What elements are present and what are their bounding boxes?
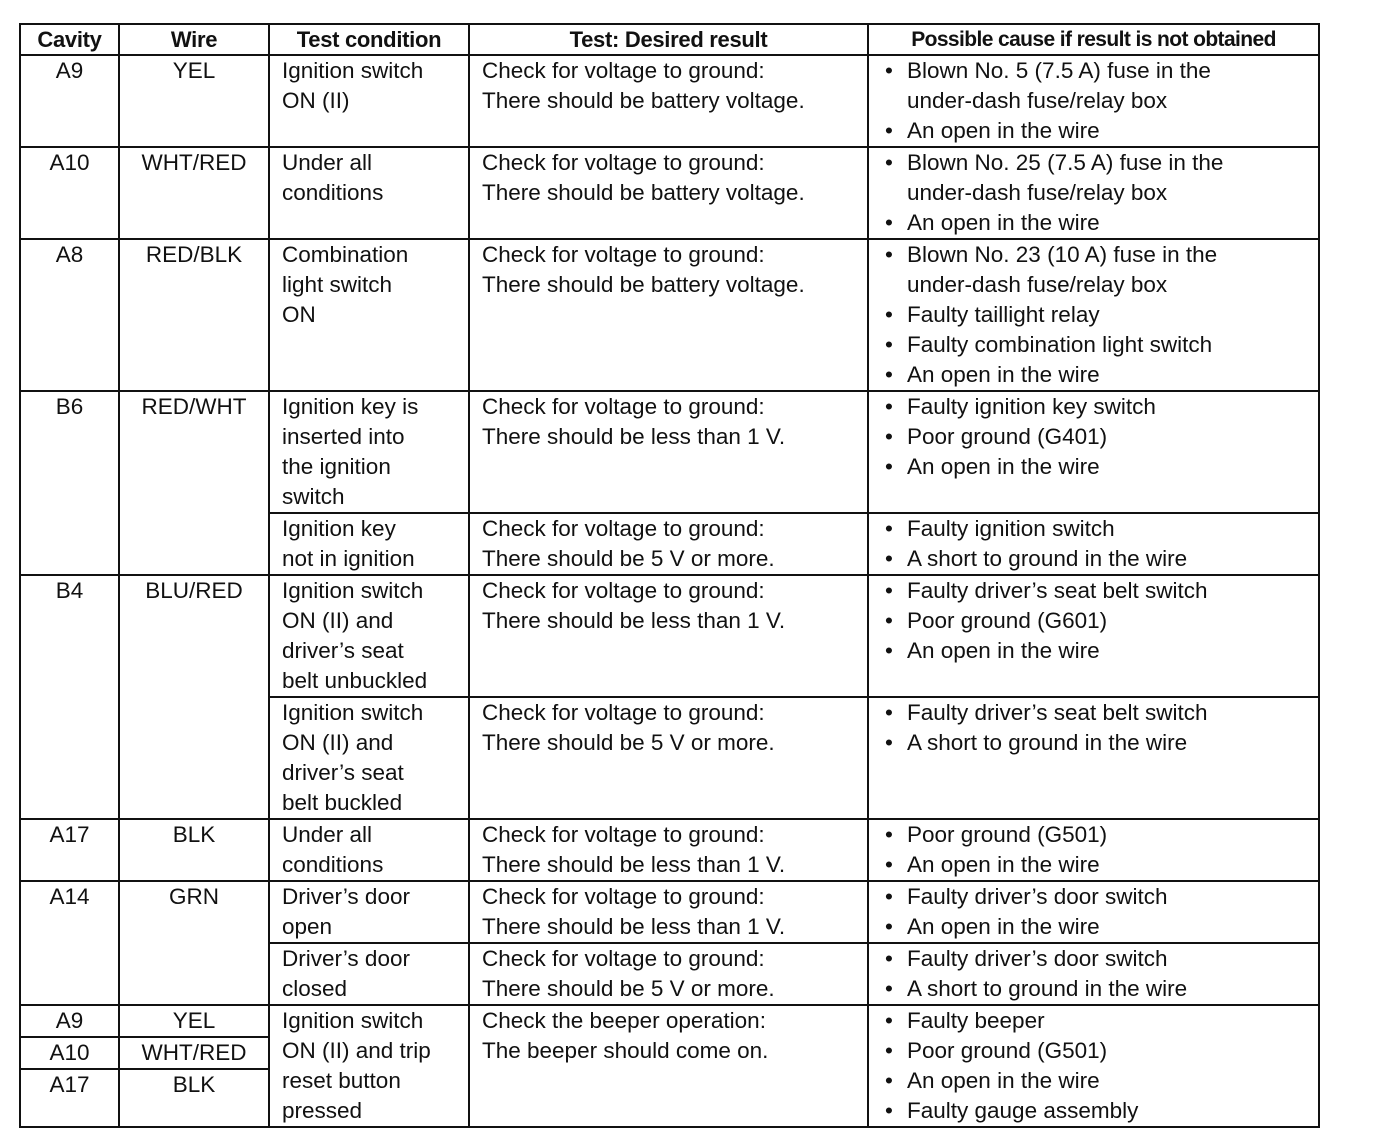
test-condition-line: driver’s seat [282,760,404,785]
test-condition-line: Ignition key [282,516,396,541]
desired-result-line: There should be less than 1 V. [482,914,786,939]
cause-item [883,912,1318,942]
possible-cause-cell [868,943,1319,1005]
cavity-value: A9 [55,58,84,83]
wire-value: YEL [172,1008,216,1033]
possible-cause-cell [868,391,1319,513]
header-cavity: Cavity [20,24,119,55]
cavity-cell [20,819,119,881]
cause-line: • Blown No. 25 (7.5 A) fuse in the [907,150,1224,175]
test-condition-line: ON (II) and trip [282,1038,431,1063]
wire-list [120,1006,268,1100]
test-condition-line: Ignition switch [282,1008,424,1033]
wire-value: WHT/RED [120,1036,268,1068]
wire-value: YEL [172,58,216,83]
possible-cause-cell [868,147,1319,239]
possible-cause-cell [868,239,1319,391]
cavity-value: A17 [21,1068,118,1100]
cause-line: • Faulty combination light switch [907,332,1213,357]
desired-result-line: Check the beeper operation: [482,1008,766,1033]
test-condition-line: ON (II) and [282,608,394,633]
test-condition-line: pressed [282,1098,363,1123]
test-condition-line: driver’s seat [282,638,404,663]
cause-item [883,544,1318,574]
cause-line: under-dash fuse/relay box [907,272,1168,297]
desired-result-line: There should be battery voltage. [482,88,805,113]
cause-line: • Poor ground (G501) [907,1038,1108,1063]
cause-item [883,606,1318,636]
desired-result-line: There should be less than 1 V. [482,608,786,633]
test-condition-line: Ignition switch [282,578,424,603]
cause-item [883,974,1318,1004]
desired-result-cell [469,55,868,147]
desired-result-cell [469,147,868,239]
desired-result-cell [469,881,868,943]
test-condition-line: Combination [282,242,409,267]
cause-item [883,820,1318,850]
cavity-cell [20,391,119,575]
test-condition-line: light switch [282,272,393,297]
desired-result-line: Check for voltage to ground: [482,58,765,83]
test-condition-line: inserted into [282,424,405,449]
desired-result-line: Check for voltage to ground: [482,700,765,725]
possible-cause-cell [868,697,1319,819]
test-condition-line: Driver’s door [282,946,410,971]
cause-line: • An open in the wire [907,638,1100,663]
test-condition-line: ON [282,302,316,327]
cavity-cell [20,575,119,819]
table-row [20,147,1319,239]
possible-cause-cell [868,55,1319,147]
cavity-value: A9 [55,1008,84,1033]
wire-cell [119,881,269,1005]
diagnostic-table [19,23,1320,1128]
desired-result-line: Check for voltage to ground: [482,150,765,175]
cause-item [883,300,1318,330]
cause-item [883,56,1318,116]
test-condition-cell [269,819,469,881]
test-condition-line: not in ignition [282,546,415,571]
desired-result-line: Check for voltage to ground: [482,242,765,267]
desired-result-line: There should be 5 V or more. [482,976,775,1001]
test-condition-line: Under all [282,150,373,175]
cavity-cell [20,881,119,1005]
test-condition-line: conditions [282,180,384,205]
cause-line: • Blown No. 23 (10 A) fuse in the [907,242,1218,267]
cavity-value: A10 [21,1036,118,1068]
desired-result-line: Check for voltage to ground: [482,394,765,419]
wire-value: BLK [120,1068,268,1100]
table-row [20,239,1319,391]
test-condition-cell [269,147,469,239]
cause-line: • A short to ground in the wire [907,546,1188,571]
cause-item [883,148,1318,208]
test-condition-line: Ignition switch [282,58,424,83]
cause-line: under-dash fuse/relay box [907,180,1168,205]
cause-line: • Faulty ignition key switch [907,394,1156,419]
desired-result-cell [469,391,868,513]
header-wire: Wire [119,24,269,55]
desired-result-line: There should be battery voltage. [482,180,805,205]
test-condition-cell [269,575,469,697]
test-condition-cell [269,1005,469,1127]
test-condition-cell [269,513,469,575]
cavity-value: B4 [55,578,84,603]
cause-line: • A short to ground in the wire [907,976,1188,1001]
cavity-cell [20,1005,119,1127]
desired-result-cell [469,697,868,819]
cause-line: • Faulty gauge assembly [907,1098,1139,1123]
desired-result-cell [469,943,868,1005]
cause-item [883,422,1318,452]
cause-item [883,330,1318,360]
test-condition-cell [269,55,469,147]
cause-line: • Poor ground (G401) [907,424,1108,449]
cause-item [883,452,1318,482]
test-condition-cell [269,697,469,819]
wire-cell [119,1005,269,1127]
test-condition-line: belt unbuckled [282,668,428,693]
possible-cause-cell [868,513,1319,575]
cause-line: • An open in the wire [907,210,1100,235]
cavity-value: A17 [49,822,90,847]
desired-result-line: The beeper should come on. [482,1038,769,1063]
test-condition-line: belt buckled [282,790,403,815]
cause-line: • Faulty driver’s door switch [907,946,1168,971]
test-condition-cell [269,391,469,513]
wire-value: RED/BLK [145,242,243,267]
table-row [20,1005,1319,1127]
cavity-value: A10 [49,150,90,175]
cause-item [883,882,1318,912]
test-condition-line: conditions [282,852,384,877]
wire-value: RED/WHT [141,394,247,419]
cavity-cell [20,55,119,147]
header-possible-cause: Possible cause if result is not obtained [868,24,1319,55]
wire-value: GRN [169,884,219,909]
cause-line: • An open in the wire [907,1068,1100,1093]
wire-cell [119,819,269,881]
wire-cell [119,147,269,239]
cause-item [883,360,1318,390]
possible-cause-cell [868,819,1319,881]
cause-line: • Faulty ignition switch [907,516,1115,541]
header-row [20,24,1319,55]
desired-result-line: Check for voltage to ground: [482,578,765,603]
cause-line: • Faulty driver’s seat belt switch [907,700,1208,725]
test-condition-line: Ignition switch [282,700,424,725]
cause-item [883,1006,1318,1036]
possible-cause-cell [868,881,1319,943]
desired-result-cell [469,575,868,697]
wire-cell [119,55,269,147]
cause-item [883,698,1318,728]
table-row [20,881,1319,943]
table-row [20,575,1319,697]
cause-item [883,850,1318,880]
wire-value: BLK [172,822,216,847]
table-body [20,55,1319,1127]
desired-result-cell [469,1005,868,1127]
test-condition-line: the ignition [282,454,391,479]
desired-result-line: Check for voltage to ground: [482,946,765,971]
test-condition-cell [269,881,469,943]
cause-item [883,514,1318,544]
cause-line: • An open in the wire [907,454,1100,479]
table-row [20,819,1319,881]
header-desired-result: Test: Desired result [469,24,868,55]
cause-line: • A short to ground in the wire [907,730,1188,755]
cause-item [883,208,1318,238]
cause-item [883,1066,1318,1096]
table-row [20,55,1319,147]
desired-result-line: There should be less than 1 V. [482,852,786,877]
cause-item [883,392,1318,422]
test-condition-line: ON (II) [282,88,350,113]
header-test-condition: Test condition [269,24,469,55]
cause-item [883,944,1318,974]
cause-line: • Faulty taillight relay [907,302,1100,327]
possible-cause-cell [868,1005,1319,1127]
test-condition-line: ON (II) and [282,730,394,755]
wire-cell [119,391,269,575]
cause-item [883,576,1318,606]
desired-result-cell [469,819,868,881]
cause-item [883,1036,1318,1066]
desired-result-line: Check for voltage to ground: [482,884,765,909]
desired-result-line: There should be 5 V or more. [482,546,775,571]
test-condition-line: Under all [282,822,373,847]
cavity-value: B6 [55,394,84,419]
cavity-list [21,1006,118,1100]
test-condition-line: Driver’s door [282,884,410,909]
cause-line: under-dash fuse/relay box [907,88,1168,113]
cause-item [883,240,1318,300]
cavity-cell [20,239,119,391]
desired-result-line: Check for voltage to ground: [482,822,765,847]
cavity-value: A14 [49,884,90,909]
test-condition-line: closed [282,976,348,1001]
possible-cause-cell [868,575,1319,697]
test-condition-cell [269,239,469,391]
test-condition-cell [269,943,469,1005]
wire-value: WHT/RED [141,150,247,175]
cavity-cell [20,147,119,239]
table-row [20,391,1319,513]
cause-line: • An open in the wire [907,362,1100,387]
wire-cell [119,239,269,391]
cause-line: • An open in the wire [907,852,1100,877]
wire-cell [119,575,269,819]
desired-result-line: There should be battery voltage. [482,272,805,297]
test-condition-line: reset button [282,1068,401,1093]
test-condition-line: Ignition key is [282,394,419,419]
cause-item [883,116,1318,146]
cause-line: • An open in the wire [907,914,1100,939]
desired-result-cell [469,513,868,575]
cause-line: • Poor ground (G501) [907,822,1108,847]
desired-result-line: There should be 5 V or more. [482,730,775,755]
cause-line: • Faulty beeper [907,1008,1045,1033]
cause-line: • Poor ground (G601) [907,608,1108,633]
wire-value: BLU/RED [145,578,243,603]
cause-line: • An open in the wire [907,118,1100,143]
cause-item [883,728,1318,758]
test-condition-line: open [282,914,333,939]
desired-result-line: There should be less than 1 V. [482,424,786,449]
desired-result-line: Check for voltage to ground: [482,516,765,541]
cause-item [883,1096,1318,1126]
cause-line: • Blown No. 5 (7.5 A) fuse in the [907,58,1211,83]
desired-result-cell [469,239,868,391]
cause-line: • Faulty driver’s seat belt switch [907,578,1208,603]
cause-line: • Faulty driver’s door switch [907,884,1168,909]
test-condition-line: switch [282,484,345,509]
cause-item [883,636,1318,666]
cavity-value: A8 [55,242,84,267]
